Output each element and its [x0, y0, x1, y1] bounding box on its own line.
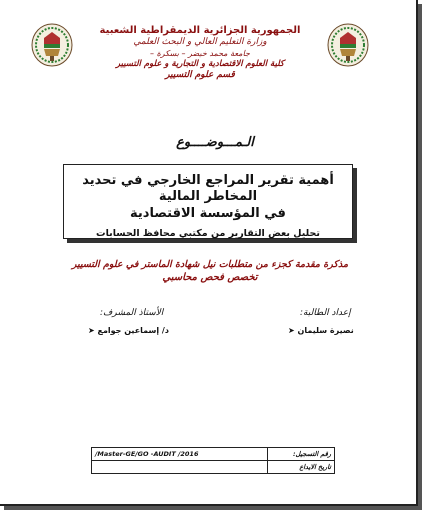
deposit-date-value	[92, 461, 268, 474]
thesis-title-line2: في المؤسسة الاقتصادية	[130, 205, 286, 221]
supervisor-name	[88, 326, 169, 335]
registration-label: رقم التسجيل:	[268, 448, 335, 461]
deposit-date-label: تاريخ الايداع	[268, 461, 335, 474]
university-name: جامعة محمد خيضر – بسكرة –	[150, 48, 250, 58]
student-label: إعداد الطالبة:	[300, 308, 351, 318]
memo-line1: مذكرة مقدمة كجزء من متطلبات نيل شهادة الماستر في علوم التسيير	[71, 259, 349, 270]
supervisor-name-text: د/ إسماعين جوامع	[97, 326, 169, 335]
ministry-name: وزارة التعليم العالي و البحث العلمي	[133, 37, 267, 47]
republic-name: الجمهورية الجزائرية الديمقراطية الشعبية	[99, 25, 301, 36]
memo-description	[20, 258, 400, 285]
table-row	[92, 448, 335, 461]
page-shadow-right	[418, 4, 422, 510]
subject-heading: الـمـــوضــــوع	[176, 135, 254, 150]
thesis-title-line1: أهمية تقرير المراجع الخارجي في تحديد المخاطر المالية	[82, 173, 334, 205]
page-shadow-bottom	[4, 506, 422, 510]
specialty-line: تخصص فحص محاسبي	[162, 272, 258, 284]
thesis-title-box	[63, 164, 353, 239]
student-name	[288, 326, 354, 335]
institution-header	[80, 24, 320, 82]
thesis-subtitle: تحليل بعض التقارير من مكتبي محافظ الحسابات	[96, 227, 320, 239]
student-name-text: نصيرة سليمان	[297, 326, 354, 335]
university-logo-left	[30, 22, 74, 68]
registration-table	[91, 447, 335, 474]
department-name: قسم علوم التسيير	[165, 70, 235, 81]
supervisor-label: الأستاذ المشرف:	[100, 308, 164, 318]
arrow-bullet-icon: ➤	[88, 326, 95, 335]
table-row	[92, 461, 335, 474]
faculty-name: كلية العلوم الاقتصادية و التجارية و علوم التسيير	[115, 59, 284, 70]
university-logo-right	[326, 22, 370, 68]
registration-number: /Master-GE/GO -AUDIT /2016	[92, 448, 268, 461]
arrow-bullet-icon: ➤	[288, 326, 295, 335]
